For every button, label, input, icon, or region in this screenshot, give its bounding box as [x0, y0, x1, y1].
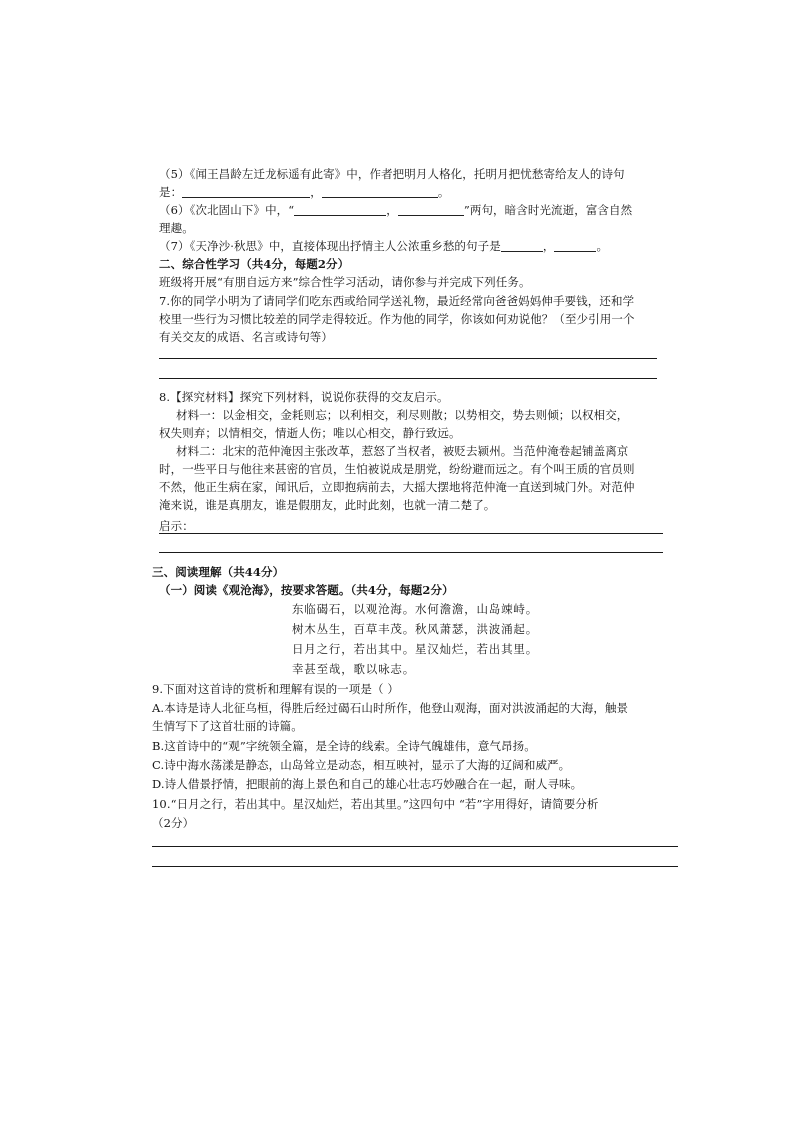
- q8-answer-line[interactable]: [159, 533, 663, 534]
- q7-prefix: （7）《天净沙·秋思》中，直接体现出抒情主人公浓重乡愁的句子是: [159, 239, 501, 253]
- q5-line1: （5）《闻王昌龄左迁龙标遥有此寄》中，作者把明月人格化，托明月把忧愁寄给友人的诗句: [159, 167, 625, 181]
- q7-stem-line: 有关交友的成语、名言或诗句等）: [159, 330, 333, 344]
- q8-title: 8.【探究材料】探究下列材料，说说你获得的交友启示。: [159, 390, 449, 404]
- section2-intro: 班级将开展“有朋自远方来”综合性学习活动，请你参与并完成下列任务。: [159, 275, 531, 289]
- poem-line: 幸甚至哉，歌以咏志。: [292, 662, 415, 676]
- section3-heading: 三、阅读理解（共44分）: [152, 565, 285, 579]
- q5-line2: [159, 184, 449, 201]
- q8-answer-label: 启示：: [159, 519, 194, 533]
- q9-stem: 9.下面对这首诗的赏析和理解有误的一项是（ ）: [152, 682, 399, 696]
- q6-prefix: （6）《次北固山下》中，“: [159, 203, 295, 217]
- q7-answer-line[interactable]: [159, 358, 657, 359]
- q10-stem-cont: （2分）: [152, 816, 195, 830]
- q8-answer-line[interactable]: [159, 552, 663, 553]
- material1-line: 材料一：以金相交，金耗则忘；以利相交，利尽则散；以势相交，势去则倾；以权相交，: [176, 408, 629, 422]
- q5-blank-2[interactable]: [322, 185, 438, 198]
- q5-prefix: 是：: [159, 185, 183, 199]
- q7-end: 。: [596, 239, 609, 253]
- q9-option-d: D.诗人借景抒情，把眼前的海上景色和自己的雄心壮志巧妙融合在一起，耐人寻味。: [152, 777, 583, 791]
- q6-blank-1[interactable]: [294, 203, 386, 216]
- section2-heading: 二、综合性学习（共4分，每题2分）: [159, 257, 350, 271]
- section3-subheading: （一）阅读《观沧海》，按要求答题。（共4分，每题2分）: [159, 583, 454, 597]
- q10-answer-line[interactable]: [152, 846, 678, 847]
- material2-line: 材料二：北宋的范仲淹因主张改革，惹怒了当权者，被贬去颍州。当范仲淹卷起铺盖离京: [176, 444, 629, 458]
- q9-option-a-cont: 生情写下了这首壮丽的诗篇。: [152, 719, 303, 733]
- material2-line: 淹来说，谁是真朋友，谁是假朋友，此时此刻，也就一清二楚了。: [159, 498, 496, 512]
- q6-line1: [159, 202, 632, 219]
- poem-line: 日月之行，若出其中。星汉灿烂，若出其里。: [292, 642, 538, 656]
- material2-line: 时，一些平日与他往来甚密的官员，生怕被说成是朋党，纷纷避而远之。有个叫王质的官员则: [159, 462, 635, 476]
- q5-sep: ，: [310, 185, 322, 199]
- q6-line2: 理趣。: [159, 221, 194, 235]
- q7-blank-2[interactable]: [554, 239, 596, 252]
- q9-option-b: B.这首诗中的“观”字统领全篇，是全诗的线索。全诗气魄雄伟，意气昂扬。: [152, 739, 536, 753]
- q9-option-a: A.本诗是诗人北征乌桓，得胜后经过碣石山时所作，他登山观海，面对洪波涌起的大海，触景: [152, 701, 629, 715]
- q7-stem-line: 7.你的同学小明为了请同学们吃东西或给同学送礼物，最近经常向爸爸妈妈伸手要钱，还和学: [159, 294, 635, 308]
- poem-line: 树木丛生，百草丰茂。秋风萧瑟，洪波涌起。: [292, 622, 538, 636]
- q10-stem: 10.“日月之行，若出其中。星汉灿烂，若出其里。”这四句中 “若”字用得好，请简要分析: [152, 797, 599, 811]
- material2-line: 不然，他正生病在家，闻讯后，立即抱病前去，大摇大摆地将范仲淹一直送到城门外。对范仲: [159, 480, 635, 494]
- q6-suffix: ”两句，暗含时光流逝，富含自然: [463, 203, 633, 217]
- material1-line: 权失则弃；以情相交，情逝人伤；唯以心相交，静行致远。: [159, 426, 461, 440]
- poem-line: 东临碣石，以观沧海。水何澹澹，山岛竦峙。: [292, 602, 538, 616]
- q7-poetry-line: [159, 238, 608, 255]
- q7-stem-line: 校里一些行为习惯比较差的同学走得较近。作为他的同学，你该如何劝说他？（至少引用一个: [159, 312, 635, 326]
- q6-blank-2[interactable]: [398, 203, 464, 216]
- q7-sep: ，: [542, 239, 555, 253]
- q6-sep: ，: [386, 203, 398, 217]
- q5-blank-1[interactable]: [182, 185, 310, 198]
- q10-answer-line[interactable]: [152, 866, 678, 867]
- q7-answer-line[interactable]: [159, 378, 657, 379]
- q9-option-c: C.诗中海水荡漾是静态，山岛耸立是动态，相互映衬，显示了大海的辽阔和威严。: [152, 758, 571, 772]
- q5-end: 。: [437, 185, 450, 199]
- q7-blank-1[interactable]: [501, 239, 543, 252]
